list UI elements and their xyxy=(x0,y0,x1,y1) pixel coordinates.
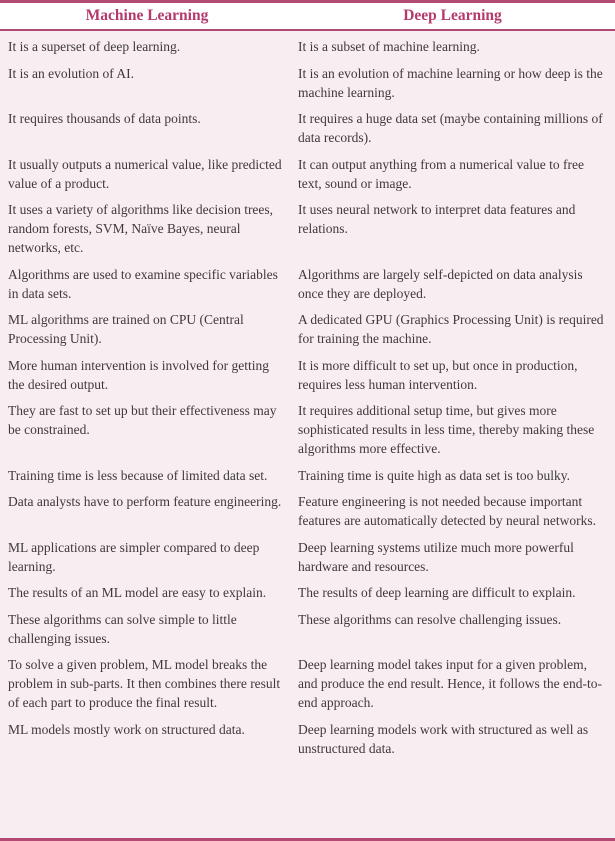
ml-cell: Training time is less because of limited data set. xyxy=(8,467,268,483)
table-row xyxy=(8,655,607,712)
ml-cell: More human intervention is involved for getting the desired output. xyxy=(8,357,269,392)
ml-cell: It usually outputs a numerical value, like predicted value of a product. xyxy=(8,156,282,191)
ml-cell: It is an evolution of AI. xyxy=(8,65,134,81)
table-row xyxy=(8,401,607,458)
table-row xyxy=(8,610,607,648)
dl-cell: It is more difficult to set up, but once in production, requires less human intervention. xyxy=(298,357,578,392)
dl-cell: It is a subset of machine learning. xyxy=(298,39,480,54)
dl-cell: It uses neural network to interpret data features and relations. xyxy=(298,202,576,236)
dl-cell: It can output anything from a numerical value to free text, sound or image. xyxy=(298,156,585,191)
ml-cell: ML models mostly work on structured data. xyxy=(8,721,245,737)
table-row xyxy=(8,356,607,394)
dl-cell: Deep learning model takes input for a given problem, and produce the end result. Hence, it follows the end-to-end approach. xyxy=(298,657,603,710)
table-row xyxy=(8,109,607,147)
table-body xyxy=(0,31,615,838)
dl-cell: Training time is quite high as data set is too bulky. xyxy=(298,467,570,483)
table-row xyxy=(8,37,607,56)
table-header xyxy=(0,3,615,31)
dl-cell: These algorithms can resolve challenging issues. xyxy=(298,611,562,627)
ml-cell: They are fast to set up but their effectiveness may be constrained. xyxy=(8,403,277,437)
ml-cell: Data analysts have to perform feature engineering. xyxy=(8,494,282,509)
dl-cell: Deep learning models work with structured as well as unstructured data. xyxy=(298,721,589,756)
table-row xyxy=(8,310,607,348)
dl-cell: It requires additional setup time, but gives more sophisticated results in less time, thereby making these algorithms more effective. xyxy=(298,403,595,456)
table-row xyxy=(8,265,607,303)
table-row xyxy=(8,200,607,257)
table-row xyxy=(8,466,607,485)
dl-cell: The results of deep learning are difficult to explain. xyxy=(298,585,576,600)
dl-cell: It is an evolution of machine learning or how deep is the machine learning. xyxy=(298,65,603,100)
ml-cell: It is a superset of deep learning. xyxy=(8,39,181,54)
ml-cell: It requires thousands of data points. xyxy=(8,111,201,126)
ml-cell: To solve a given problem, ML model breaks the problem in sub-parts. It then combines there result of each part to produce the final result. xyxy=(8,657,281,710)
dl-cell: Feature engineering is not needed because important features are automatically detected by neural networks. xyxy=(298,494,596,528)
table-row xyxy=(8,538,607,576)
column-header-deep-learning: Deep Learning xyxy=(403,7,502,24)
column-header-machine-learning: Machine Learning xyxy=(85,7,209,24)
ml-cell: Algorithms are used to examine specific variables in data sets. xyxy=(8,266,278,301)
dl-cell: It requires a huge data set (maybe containing millions of data records). xyxy=(298,111,603,145)
table-row xyxy=(8,583,607,602)
ml-cell: ML algorithms are trained on CPU (Central Processing Unit). xyxy=(8,312,244,346)
table-row xyxy=(8,720,607,758)
table-row xyxy=(8,64,607,102)
ml-cell: The results of an ML model are easy to explain. xyxy=(8,585,267,600)
ml-cell: It uses a variety of algorithms like decision trees, random forests, SVM, Naïve Bayes, neural networks, etc. xyxy=(8,202,274,255)
ml-cell: These algorithms can solve simple to little challenging issues. xyxy=(8,611,237,646)
ml-cell: ML applications are simpler compared to deep learning. xyxy=(8,539,260,574)
dl-cell: A dedicated GPU (Graphics Processing Unit) is required for training the machine. xyxy=(298,312,604,346)
dl-cell: Deep learning systems utilize much more powerful hardware and resources. xyxy=(298,539,574,574)
table-row xyxy=(8,492,607,530)
table-row xyxy=(8,155,607,193)
dl-cell: Algorithms are largely self-depicted on data analysis once they are deployed. xyxy=(298,266,583,301)
